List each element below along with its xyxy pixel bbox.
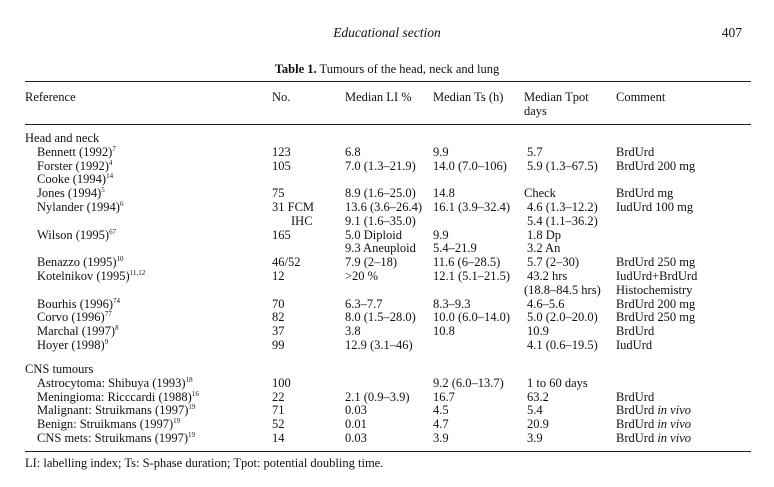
cell-median-li: 0.03 (345, 403, 367, 418)
cell-median-ts: 16.1 (3.9–32.4) (433, 200, 511, 214)
cell-reference (37, 376, 193, 390)
cell-median-li: 9.1 (1.6–35.0) (345, 213, 416, 228)
table-label: Table 1. (274, 62, 317, 76)
cell-no: 12 (272, 269, 285, 283)
cell-no: 31 FCM (272, 200, 315, 214)
cell-median-li: 0.03 (345, 431, 367, 445)
reference-citation: 19 (188, 431, 196, 439)
cell-reference (37, 297, 120, 311)
cell-median-li: 12.9 (3.1–46) (345, 338, 413, 352)
cell-no: 71 (272, 403, 285, 418)
cell-median-li: 7.0 (1.3–21.9) (345, 158, 416, 173)
cell-reference (37, 145, 116, 159)
header-comment: Comment (616, 90, 666, 104)
cell-no: 105 (272, 158, 291, 173)
cell-median-ts: 10.8 (433, 324, 455, 339)
cell-reference (37, 310, 112, 324)
reference-citation: 74 (113, 296, 121, 305)
cell-comment (616, 431, 691, 445)
cell-reference (37, 159, 112, 173)
section-title: CNS tumours (25, 362, 94, 376)
comment-text: Histochemistry (616, 282, 693, 297)
cell-reference (37, 228, 116, 242)
reference-citation: 8 (115, 324, 119, 333)
cell-median-tpot: 4.6–5.6 (527, 296, 565, 311)
reference-text: Benazzo (1995) (37, 255, 117, 270)
reference-citation: 5 (101, 186, 105, 195)
cell-median-li: 2.1 (0.9–3.9) (345, 389, 410, 404)
cell-median-li: 13.6 (3.6–26.4) (345, 200, 423, 214)
reference-citation: 77 (104, 310, 112, 319)
cell-median-li: 6.3–7.7 (345, 296, 383, 311)
cell-reference (37, 338, 108, 352)
cell-median-tpot: 43.2 hrs (527, 269, 568, 283)
table-header-rule (25, 124, 751, 125)
cell-no: 100 (272, 375, 291, 390)
cell-no: 82 (272, 310, 285, 325)
reference-text: Marchal (1997) (37, 324, 116, 339)
reference-citation: 7 (112, 144, 116, 153)
comment-text: BrdUrd 200 mg (616, 296, 696, 311)
comment-text: BrdUrd (616, 324, 655, 339)
table-bottom-rule (25, 451, 751, 452)
cell-median-li: 8.0 (1.5–28.0) (345, 310, 416, 325)
header-no: No. (272, 90, 291, 104)
cell-comment (616, 390, 654, 404)
cell-comment (616, 297, 695, 311)
reference-text: Corvo (1996) (37, 310, 105, 325)
reference-citation: 10 (116, 255, 124, 264)
cell-median-ts: 10.0 (6.0–14.0) (433, 310, 511, 325)
reference-text: CNS mets: Struikmans (1997) (37, 431, 189, 445)
cell-no: 75 (272, 186, 285, 201)
comment-text: BrdUrd 250 mg (616, 310, 696, 325)
comment-text: BrdUrd (616, 144, 655, 159)
cell-no: 165 (272, 227, 291, 242)
cell-median-li: 5.0 Diploid (345, 227, 402, 242)
header-median-ts: Median Ts (h) (433, 90, 504, 104)
cell-median-tpot: Check (524, 186, 556, 201)
reference-citation: 4 (108, 158, 113, 167)
cell-median-tpot: 3.2 An (527, 241, 561, 256)
cell-median-ts: 8.3–9.3 (433, 296, 471, 311)
cell-median-li: 9.3 Aneuploid (345, 241, 416, 256)
cell-comment (616, 283, 692, 297)
table-footnote: LI: labelling index; Ts: S-phase duration; Tpot: potential doubling time. (25, 456, 384, 470)
cell-median-tpot: 5.7 (2–30) (527, 255, 580, 270)
reference-citation: 9 (104, 338, 109, 346)
reference-citation: 16 (191, 389, 199, 398)
reference-text: Bennett (1992) (37, 144, 113, 159)
cell-median-tpot: 1 to 60 days (527, 375, 588, 390)
cell-median-ts: 9.9 (433, 144, 449, 159)
header-median-tpot-unit: days (524, 104, 547, 118)
cell-reference (37, 431, 195, 445)
cell-no: 37 (272, 324, 285, 339)
cell-reference (37, 403, 195, 417)
comment-text: BrdUrd (616, 403, 655, 418)
reference-text: Bourhis (1996) (37, 296, 114, 311)
table-top-rule (25, 81, 751, 82)
cell-median-ts: 14.0 (7.0–106) (433, 158, 507, 173)
cell-comment (616, 417, 691, 431)
reference-citation: 19 (188, 403, 196, 412)
cell-median-li: 0.01 (345, 417, 367, 432)
reference-citation: 14 (106, 172, 114, 181)
cell-median-tpot: 5.9 (1.3–67.5) (527, 158, 598, 173)
cell-median-li: 7.9 (2–18) (345, 255, 398, 270)
table-caption (0, 62, 774, 77)
cell-no: 123 (272, 144, 291, 159)
cell-median-tpot: 5.7 (527, 144, 543, 159)
reference-citation: 11,12 (129, 269, 146, 277)
cell-comment (616, 186, 673, 200)
cell-no: 99 (272, 338, 285, 352)
cell-median-ts: 5.4–21.9 (433, 241, 477, 256)
cell-reference (37, 200, 123, 214)
cell-reference (37, 186, 105, 200)
cell-median-tpot: (18.8–84.5 hrs) (524, 282, 601, 297)
cell-median-tpot: 63.2 (527, 389, 549, 404)
cell-median-ts: 16.7 (433, 389, 455, 404)
cell-reference (37, 390, 199, 404)
running-header: Educational section (333, 25, 441, 40)
cell-median-tpot: 3.9 (527, 431, 543, 445)
comment-text: BrdUrd mg (616, 186, 674, 201)
cell-median-li: 6.8 (345, 144, 361, 159)
reference-text: Wilson (1995) (37, 227, 110, 242)
comment-text: BrdUrd (616, 431, 655, 445)
reference-citation: 19 (173, 417, 181, 426)
cell-median-ts: 11.6 (6–28.5) (433, 255, 501, 270)
cell-median-ts: 12.1 (5.1–21.5) (433, 269, 511, 283)
cell-median-ts: 4.5 (433, 403, 449, 418)
page-number: 407 (721, 25, 742, 40)
reference-text: Meningioma: Ricccardi (1988) (37, 389, 192, 404)
cell-median-ts: 9.9 (433, 227, 449, 242)
cell-median-ts: 4.7 (433, 417, 449, 432)
comment-italic: in vivo (657, 431, 691, 445)
cell-median-li: >20 % (345, 269, 379, 283)
comment-text: IudUrd 100 mg (616, 200, 694, 214)
cell-comment (616, 269, 697, 283)
cell-comment (616, 324, 654, 338)
reference-citation: 6 (119, 200, 124, 208)
cell-reference (37, 269, 145, 283)
reference-text: Malignant: Struikmans (1997) (37, 403, 189, 418)
reference-text: Forster (1992) (37, 158, 109, 173)
cell-median-tpot: 5.4 (527, 403, 543, 418)
cell-comment (616, 159, 695, 173)
comment-italic: in vivo (657, 403, 691, 418)
reference-citation: 67 (109, 227, 117, 236)
reference-text: Kotelnikov (1995) (37, 269, 130, 283)
cell-comment (616, 403, 691, 417)
cell-comment (616, 200, 693, 214)
comment-text: BrdUrd 250 mg (616, 255, 696, 270)
cell-median-li: 3.8 (345, 324, 361, 339)
cell-median-tpot: 5.4 (1.1–36.2) (527, 213, 598, 228)
cell-no: 70 (272, 296, 285, 311)
table-title: Tumours of the head, neck and lung (319, 62, 500, 76)
reference-text: Benign: Struikmans (1997) (37, 417, 174, 432)
reference-text: Hoyer (1998) (37, 338, 105, 352)
comment-text: IudUrd+BrdUrd (616, 269, 698, 283)
cell-reference (37, 417, 180, 431)
cell-comment (616, 310, 695, 324)
cell-median-ts: 9.2 (6.0–13.7) (433, 375, 504, 390)
cell-comment (616, 255, 695, 269)
cell-median-tpot: 5.0 (2.0–20.0) (527, 310, 598, 325)
cell-reference (37, 255, 123, 269)
header-median-tpot: Median Tpot (524, 90, 589, 104)
cell-no: 52 (272, 417, 285, 432)
cell-no: 14 (272, 431, 285, 445)
cell-median-tpot: 20.9 (527, 417, 549, 432)
cell-median-tpot: 1.8 Dp (527, 227, 562, 242)
reference-text: Cooke (1994) (37, 172, 107, 187)
reference-text: Astrocytoma: Shibuya (1993) (37, 375, 186, 390)
section-title: Head and neck (25, 131, 100, 145)
header-median-li: Median LI % (345, 90, 412, 104)
header-reference: Reference (25, 90, 76, 104)
cell-median-ts: 3.9 (433, 431, 449, 445)
cell-comment (616, 338, 652, 352)
comment-text: BrdUrd (616, 389, 655, 404)
cell-reference (37, 324, 119, 338)
reference-text: Nylander (1994) (37, 200, 120, 214)
reference-citation: 18 (185, 375, 193, 384)
cell-no: IHC (291, 213, 313, 228)
cell-reference (37, 172, 113, 186)
cell-median-tpot: 4.1 (0.6–19.5) (527, 338, 598, 352)
cell-median-li: 8.9 (1.6–25.0) (345, 186, 416, 201)
comment-text: BrdUrd (616, 417, 655, 432)
cell-comment (616, 145, 654, 159)
cell-no: 46/52 (272, 255, 301, 270)
cell-median-tpot: 10.9 (527, 324, 549, 339)
cell-median-tpot: 4.6 (1.3–12.2) (527, 200, 598, 214)
cell-no: 22 (272, 389, 285, 404)
cell-median-ts: 14.8 (433, 186, 455, 201)
comment-text: IudUrd (616, 338, 653, 352)
reference-text: Jones (1994) (37, 186, 102, 201)
comment-italic: in vivo (657, 417, 691, 432)
comment-text: BrdUrd 200 mg (616, 158, 696, 173)
